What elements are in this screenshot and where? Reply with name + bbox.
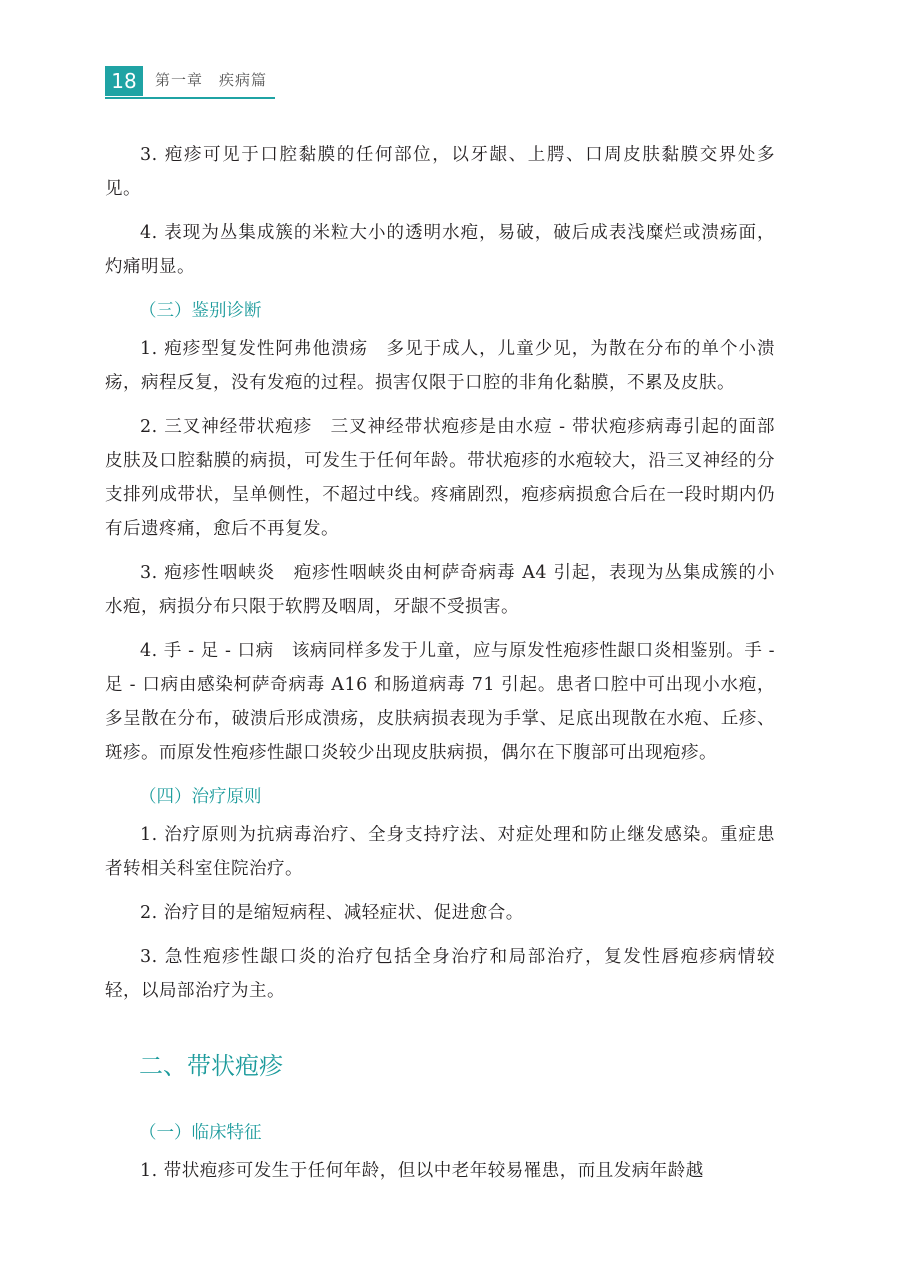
paragraph: 4. 表现为丛集成簇的米粒大小的透明水疱，易破，破后成表浅糜烂或溃疡面，灼痛明显。 [105,223,775,277]
paragraph: 1. 带状疱疹可发生于任何年龄，但以中老年较易罹患，而且发病年龄越 [140,1161,704,1181]
paragraph: 3. 急性疱疹性龈口炎的治疗包括全身治疗和局部治疗，复发性唇疱疹病情较轻，以局部治疗为主。 [105,947,775,1001]
paragraph: 4. 手 - 足 - 口病 该病同样多发于儿童，应与原发性疱疹性龈口炎相鉴别。手 - 足 - 口病由感染柯萨奇病毒 A16 和肠道病毒 71 引起。患者口腔中可出现小水疱，多呈散在分布，破溃后形成溃疡，皮肤病损表现为手掌、足底出现散在水疱、丘疹、斑疹。而原发性疱疹性龈口炎较少出现皮肤病损，偶尔在下腹部可出现疱疹。 [105,641,775,763]
page-header [105,66,275,98]
section-heading-herpes-zoster: 二、带状疱疹 [139,1052,283,1080]
paragraph: 2. 治疗目的是缩短病程、减轻症状、促进愈合。 [140,903,524,923]
page-number: 18 [105,66,143,96]
paragraph: 3. 疱疹可见于口腔黏膜的任何部位，以牙龈、上腭、口周皮肤黏膜交界处多见。 [105,145,775,199]
header-rule [105,97,275,99]
subheading-differential-diagnosis: （三）鉴别诊断 [139,301,262,321]
paragraph: 3. 疱疹性咽峡炎 疱疹性咽峡炎由柯萨奇病毒 A4 引起，表现为丛集成簇的小水疱，病损分布只限于软腭及咽周，牙龈不受损害。 [105,563,775,617]
subheading-clinical-features: （一）临床特征 [139,1123,262,1143]
page-body [105,138,775,1198]
subheading-treatment-principles: （四）治疗原则 [139,787,262,807]
paragraph: 1. 疱疹型复发性阿弗他溃疡 多见于成人，儿童少见，为散在分布的单个小溃疡，病程反复，没有发疱的过程。损害仅限于口腔的非角化黏膜，不累及皮肤。 [105,339,775,393]
chapter-title: 第一章 疾病篇 [155,71,268,89]
paragraph: 2. 三叉神经带状疱疹 三叉神经带状疱疹是由水痘 - 带状疱疹病毒引起的面部皮肤及口腔黏膜的病损，可发生于任何年龄。带状疱疹的水疱较大，沿三叉神经的分支排列成带状，呈单侧性，不超过中线。疼痛剧烈，疱疹病损愈合后在一段时期内仍有后遗疼痛，愈后不再复发。 [105,417,775,539]
paragraph: 1. 治疗原则为抗病毒治疗、全身支持疗法、对症处理和防止继发感染。重症患者转相关科室住院治疗。 [105,825,775,879]
